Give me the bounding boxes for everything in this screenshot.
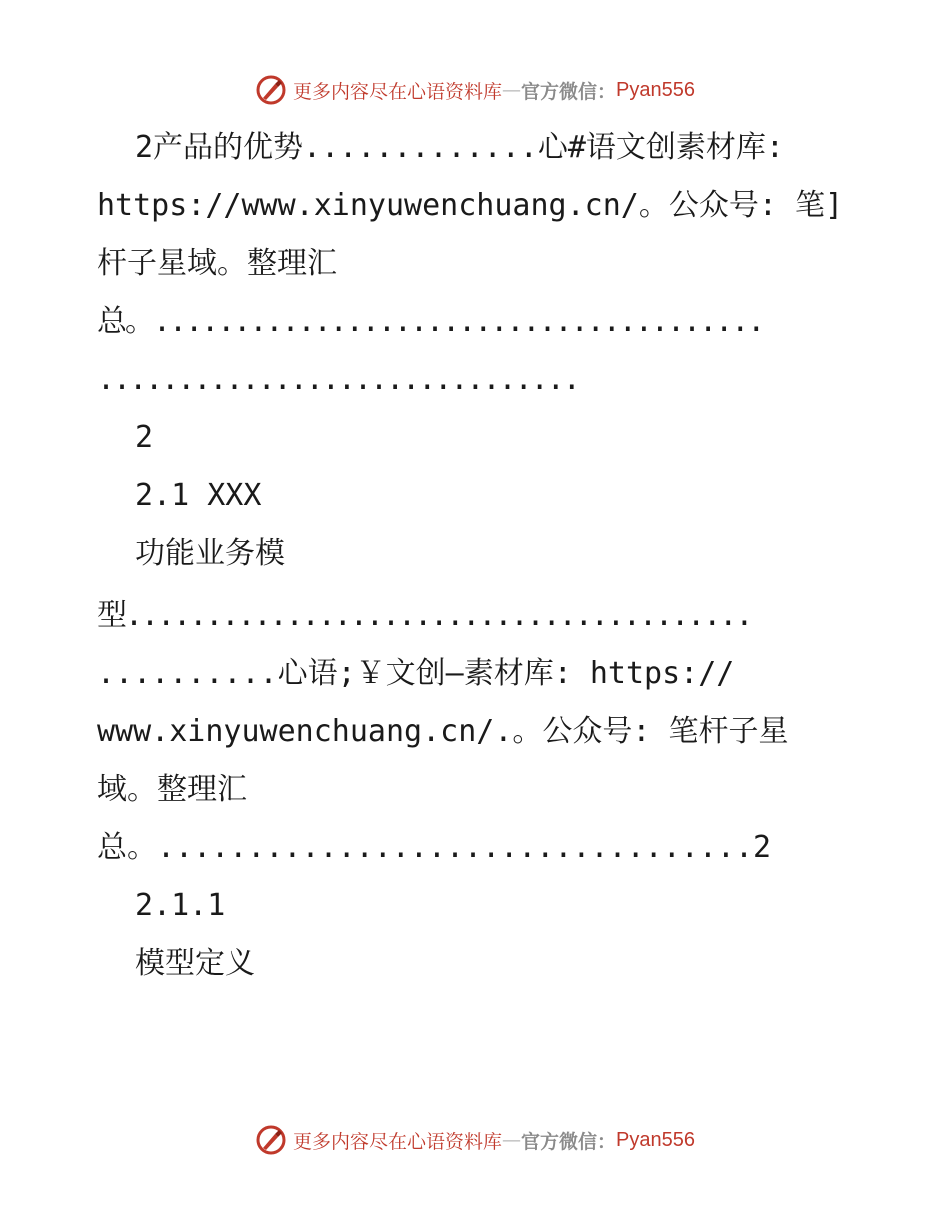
banner-main-text: 更多内容尽在心语资料库 <box>293 80 503 103</box>
text-line: 2产品的优势.............心#语文创素材库: <box>135 130 784 165</box>
banner-dash: — <box>502 1129 522 1151</box>
watermark-banner-bottom <box>0 1120 950 1160</box>
text-line: 杆子星域。整理汇 <box>97 246 337 281</box>
pen-logo-icon <box>255 74 287 106</box>
text-line: 域。整理汇 <box>97 772 247 807</box>
banner-wechat-label: 官方微信： <box>521 1130 617 1153</box>
banner-wechat-label: 官方微信： <box>521 80 617 103</box>
pen-logo-icon <box>255 1124 287 1156</box>
banner-wechat-id: Pyan556 <box>616 78 695 101</box>
text-line: https://www.xinyuwenchuang.cn/。公众号: 笔] <box>97 188 844 223</box>
banner-wechat-id: Pyan556 <box>616 1128 695 1151</box>
text-line: 型....................................... <box>97 598 752 633</box>
text-line: 总。...................................... <box>97 304 764 339</box>
watermark-banner-top <box>0 70 950 110</box>
page-number: 2 <box>135 420 154 455</box>
subsection-title: 模型定义 <box>135 946 255 981</box>
text-line: ..........心语;￥文创—素材库: https:// <box>97 656 735 691</box>
section-heading: 2.1 XXX <box>135 478 262 513</box>
text-line: 总。.................................2 <box>97 830 772 865</box>
text-line: .............................. <box>97 362 579 397</box>
text-line: www.xinyuwenchuang.cn/.。公众号: 笔杆子星 <box>97 714 789 749</box>
banner-main-text: 更多内容尽在心语资料库 <box>293 1130 503 1153</box>
subsection-number: 2.1.1 <box>135 888 226 923</box>
banner-dash: — <box>502 79 522 101</box>
text-line: 功能业务模 <box>135 536 285 571</box>
